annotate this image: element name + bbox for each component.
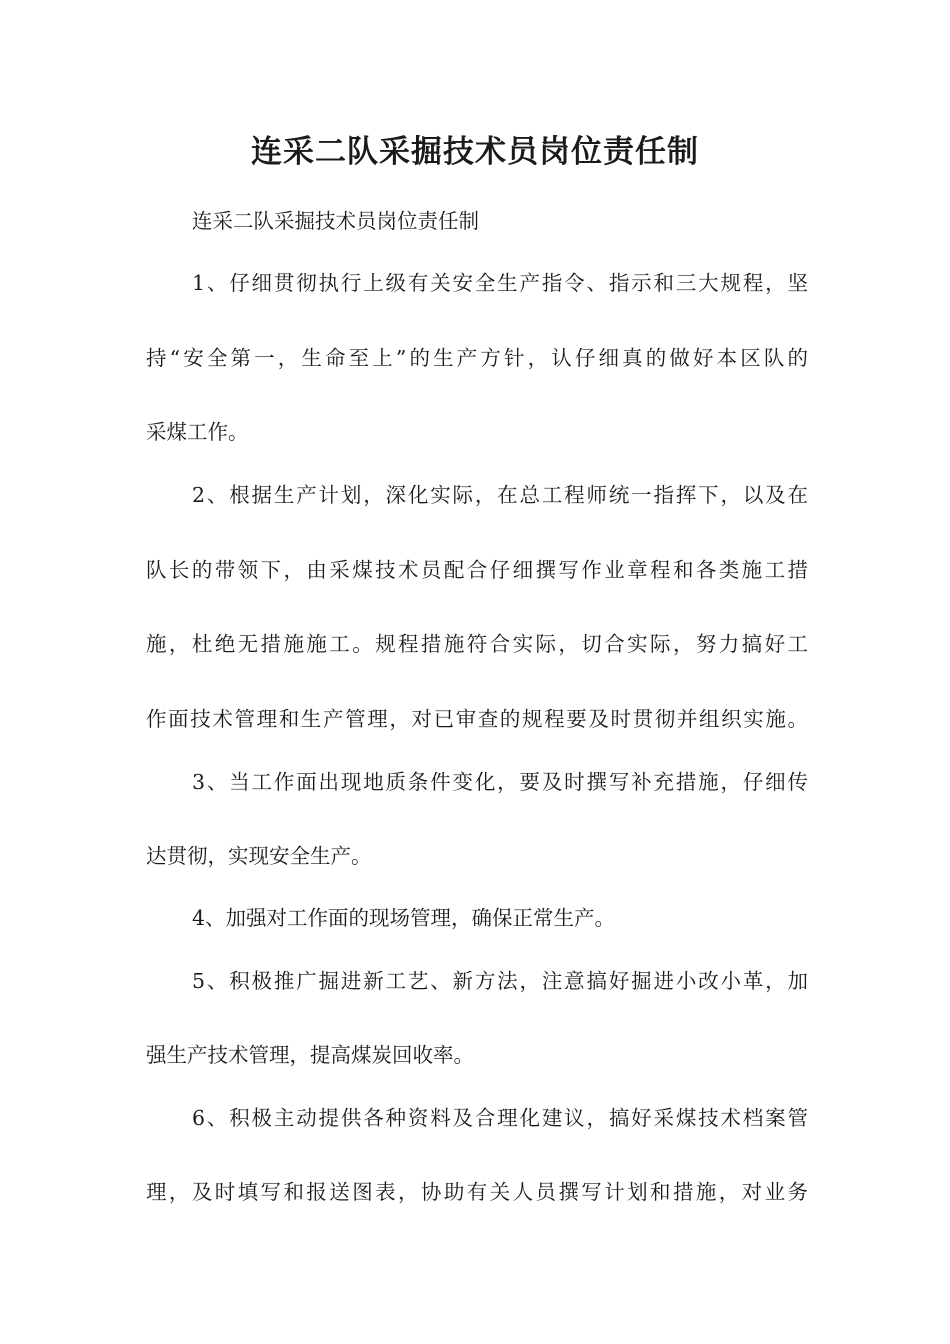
body-line: 施，杜绝无措施施工。规程措施符合实际，切合实际，努力搞好工 [146,632,808,656]
body-line: 理，及时填写和报送图表，协助有关人员撰写计划和措施，对业务 [146,1180,808,1204]
body-line: 6、积极主动提供各种资料及合理化建议，搞好采煤技术档案管 [192,1106,808,1130]
body-line: 2、根据生产计划，深化实际，在总工程师统一指挥下，以及在 [192,483,808,507]
body-line: 采煤工作。 [146,420,249,444]
body-line: 5、积极推广掘进新工艺、新方法，注意搞好掘进小改小革，加 [192,969,808,993]
body-line: 3、当工作面出现地质条件变化，要及时撰写补充措施，仔细传 [192,770,808,794]
body-line: 作面技术管理和生产管理，对已审查的规程要及时贯彻并组织实施。 [146,707,808,731]
body-line: 强生产技术管理，提高煤炭回收率。 [146,1043,474,1067]
subtitle-line: 连采二队采掘技术员岗位责任制 [192,209,479,233]
body-line: 1、仔细贯彻执行上级有关安全生产指令、指示和三大规程，坚 [192,271,808,295]
body-line: 队长的带领下，由采煤技术员配合仔细撰写作业章程和各类施工措 [146,558,808,582]
body-line: 达贯彻，实现安全生产。 [146,844,372,868]
body-line: 持“安全第一，生命至上”的生产方针，认仔细真的做好本区队的 [146,346,808,370]
body-line: 4、加强对工作面的现场管理，确保正常生产。 [192,906,616,930]
document-title: 连采二队采掘技术员岗位责任制 [251,134,699,170]
